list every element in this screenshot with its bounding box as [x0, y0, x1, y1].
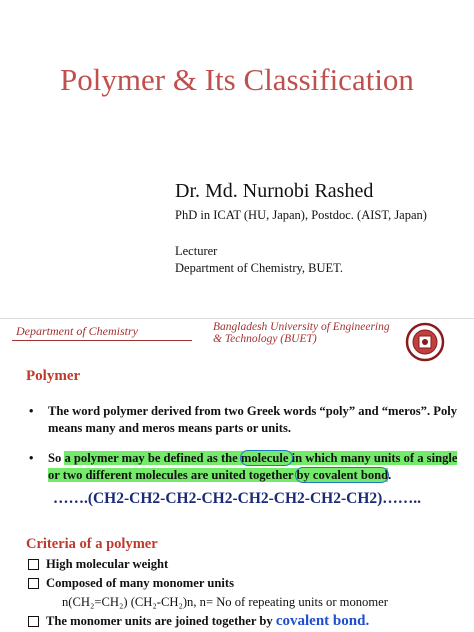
bullet-item [26, 450, 466, 484]
polymer-bullets [26, 403, 466, 484]
bullet-text: The word polymer derived from two Greek words “poly” and “meros”. Poly means many and meros means parts or units. [48, 404, 458, 435]
section-heading-polymer: Polymer [26, 368, 81, 384]
header-university-line2: & Technology (BUET) [213, 333, 317, 345]
covalent-bond-text: covalent bond. [275, 613, 370, 629]
header-university-line1: Bangladesh University of Engineering [213, 321, 390, 333]
criteria-item [28, 555, 468, 574]
bullet-dot-icon: • [29, 451, 34, 465]
criteria-text: The monomer units are joined together by [46, 614, 276, 628]
header-department: Department of Chemistry [16, 324, 138, 338]
bullet-text-end: . [388, 468, 392, 482]
circled-phrase: by covalent bond [296, 468, 389, 482]
criteria-item [28, 574, 468, 593]
criteria-list [28, 555, 468, 631]
author-name: Dr. Md. Nurnobi Rashed [175, 180, 374, 202]
criteria-subtext: n(CH₂=CH₂) (CH₂-CH₂)n, n= No of repeating units or monomer [62, 595, 388, 609]
criteria-text: Composed of many monomer units [46, 576, 234, 590]
criteria-text: High molecular weight [46, 557, 169, 571]
slide-title: Polymer & Its Classification [60, 62, 414, 97]
highlighted-text [48, 451, 457, 482]
author-qualifications: PhD in ICAT (HU, Japan), Postdoc. (AIST, Japan) [175, 208, 427, 222]
bullet-dot-icon: • [29, 404, 34, 418]
polymer-formula: …….(CH2-CH2-CH2-CH2-CH2-CH2-CH2-CH2)…….. [52, 490, 422, 507]
highlight-part: a polymer may be defined as the [64, 451, 241, 465]
header-underline [12, 340, 192, 341]
header-university [213, 321, 413, 345]
slide-divider [0, 318, 474, 319]
section-heading-criteria: Criteria of a polymer [26, 536, 158, 552]
checkbox-square-icon [28, 616, 39, 627]
circled-word: molecule [240, 451, 292, 465]
author-department: Department of Chemistry, BUET. [175, 261, 344, 275]
author-role: Lecturer [175, 244, 218, 258]
checkbox-square-icon [28, 578, 39, 589]
checkbox-square-icon [28, 559, 39, 570]
buet-logo-icon [405, 322, 445, 362]
criteria-item [28, 612, 468, 631]
bullet-text: So [48, 451, 65, 465]
highlight-part: in which many units of a single or two different molecules are united together [48, 451, 458, 482]
bullet-item [26, 403, 466, 437]
